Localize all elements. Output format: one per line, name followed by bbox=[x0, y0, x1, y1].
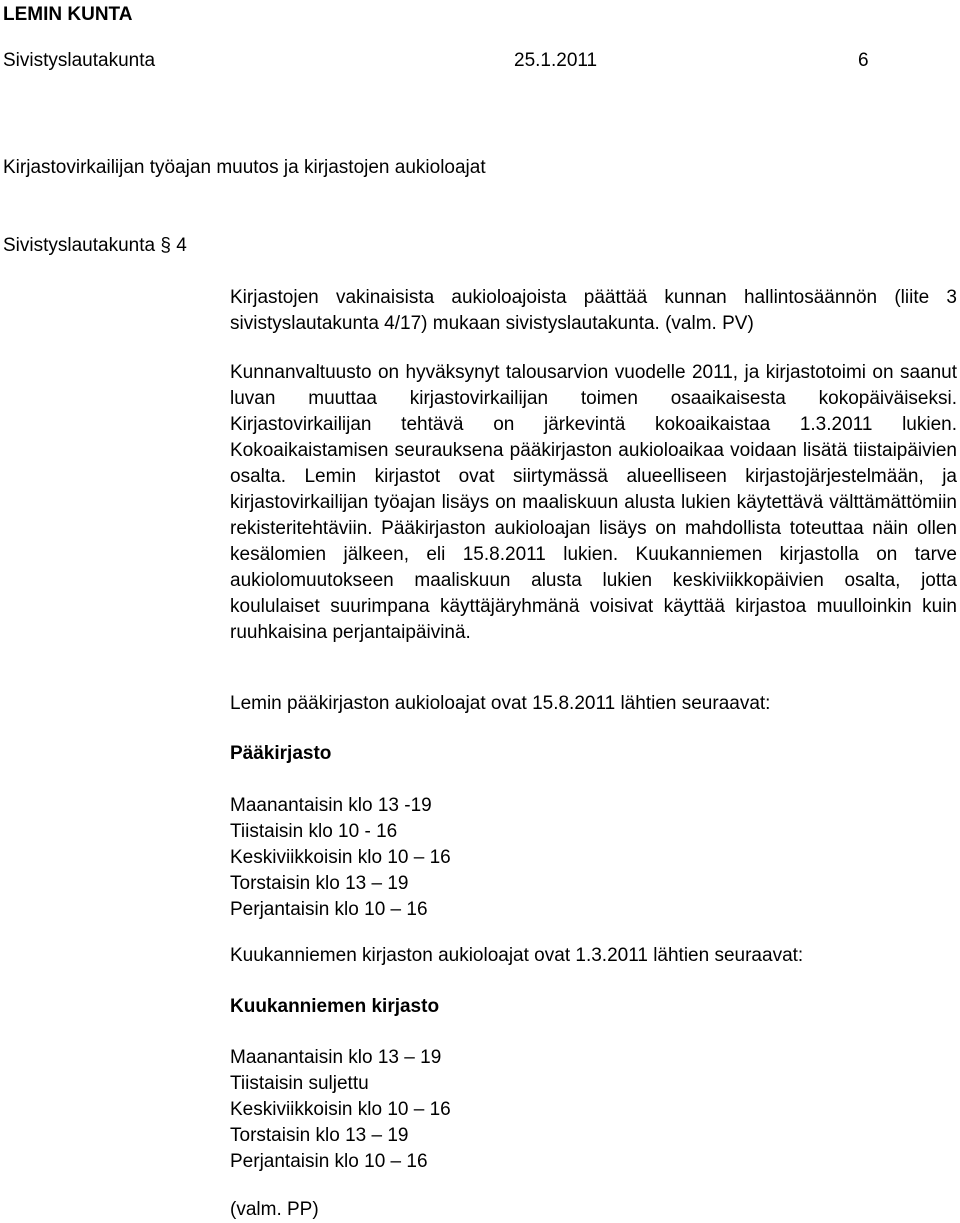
list-item: Perjantaisin klo 10 – 16 bbox=[230, 899, 428, 920]
list-item: Keskiviikkoisin klo 10 – 16 bbox=[230, 847, 451, 868]
item-title: Kirjastovirkailijan työajan muutos ja kirjastojen aukioloajat bbox=[3, 157, 486, 178]
list-item: Torstaisin klo 13 – 19 bbox=[230, 1125, 409, 1146]
paragraph-authority bbox=[230, 285, 957, 337]
paragraph-background-text: Kunnanvaltuusto on hyväksynyt talousarvion vuodelle 2011, ja kirjastotoimi on saanut luvan muuttaa kirjastovirkailijan toimen osaaikaisesta kokopäiväiseksi. Kirjastovirkailijan tehtävä on järkevintä kokoaikaistaa 1.3.2011 lukien. Kokoaikaistamisen seurauksena pääkirjaston aukioloaikaa voidaan lisätä tiistaipäivien osalta. Lemin kirjastot ovat siirtymässä alueelliseen kirjastojärjestelmään, ja kirjastovirkailijan työajan lisäys on maaliskuun alusta lukien käytettävä välttämättömiin rekisteritehtäviin. Pääkirjaston aukioloajan lisäys on mahdollista toteuttaa näin ollen kesälomien jälkeen, eli 15.8.2011 lukien. Kuukanniemen kirjastolla on tarve aukiolomuutokseen maaliskuun alusta lukien keskiviikkopäivien osalta, jotta koululaiset suurimpana käyttäjäryhmänä voisivat käyttää kirjastoa muulloinkin kuin ruuhkaisina perjantaipäivinä. bbox=[230, 362, 957, 643]
list-item: Maanantaisin klo 13 – 19 bbox=[230, 1047, 442, 1068]
organization-name: LEMIN KUNTA bbox=[3, 4, 133, 25]
main-library-hours bbox=[230, 793, 451, 923]
paragraph-authority-text: Kirjastojen vakinaisista aukioloajoista päättää kunnan hallintosäännön (liite 3 sivistyslautakunta 4/17) mukaan sivistyslautakunta. (valm. PV) bbox=[230, 287, 957, 334]
list-item: Maanantaisin klo 13 -19 bbox=[230, 795, 432, 816]
main-library-intro: Lemin pääkirjaston aukioloajat ovat 15.8.2011 lähtien seuraavat: bbox=[230, 693, 771, 714]
prepared-by-note: (valm. PP) bbox=[230, 1199, 319, 1220]
page-number: 6 bbox=[858, 50, 869, 71]
header-date: 25.1.2011 bbox=[514, 50, 598, 71]
branch-library-hours bbox=[230, 1045, 451, 1175]
list-item: Torstaisin klo 13 – 19 bbox=[230, 873, 409, 894]
branch-library-heading: Kuukanniemen kirjasto bbox=[230, 996, 440, 1017]
paragraph-background bbox=[230, 360, 957, 646]
list-item: Perjantaisin klo 10 – 16 bbox=[230, 1151, 428, 1172]
header-committee: Sivistyslautakunta bbox=[3, 50, 156, 71]
item-reference: Sivistyslautakunta § 4 bbox=[3, 235, 187, 256]
list-item: Tiistaisin klo 10 - 16 bbox=[230, 821, 398, 842]
branch-library-intro: Kuukanniemen kirjaston aukioloajat ovat 1.3.2011 lähtien seuraavat: bbox=[230, 945, 804, 966]
list-item: Keskiviikkoisin klo 10 – 16 bbox=[230, 1099, 451, 1120]
main-library-heading: Pääkirjasto bbox=[230, 743, 332, 764]
list-item: Tiistaisin suljettu bbox=[230, 1073, 369, 1094]
